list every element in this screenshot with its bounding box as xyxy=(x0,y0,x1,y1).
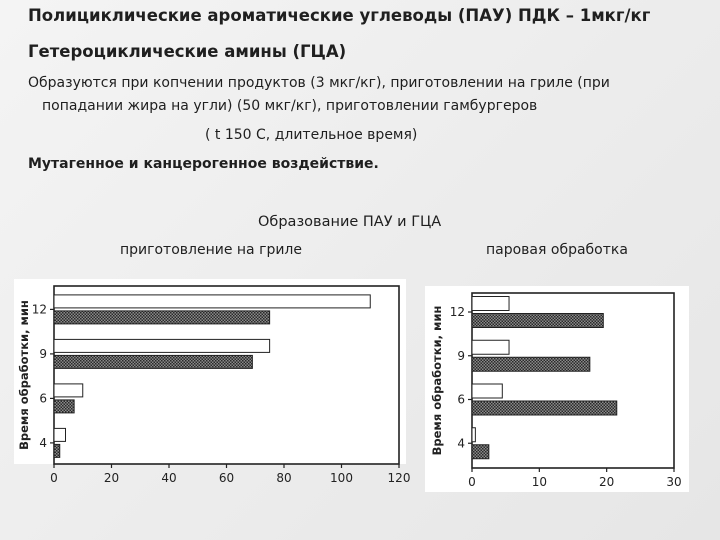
category-label: 9 xyxy=(457,348,465,363)
body-line-2: попадании жира на угли) (50 мкг/кг), приготовлении гамбургеров xyxy=(42,98,538,114)
x-tick-label: 80 xyxy=(276,471,292,485)
category-label: 12 xyxy=(449,305,465,319)
hatched-bar xyxy=(54,444,60,457)
body-line-1: Образуются при копчении продуктов (3 мкг/кг), приготовлении на гриле (при xyxy=(28,75,610,91)
y-axis-label: Время обработки, мин xyxy=(17,300,31,450)
x-tick-label: 120 xyxy=(387,471,411,485)
right-chart-caption: паровая обработка xyxy=(486,242,628,258)
x-tick-label: 0 xyxy=(468,475,476,489)
category-label: 6 xyxy=(39,391,47,406)
white-bar xyxy=(472,297,509,311)
category-label: 12 xyxy=(31,302,47,317)
hatched-bar xyxy=(54,311,270,324)
category-label: 4 xyxy=(457,436,465,451)
hatched-bar xyxy=(54,355,252,368)
heading-pah: Полициклические ароматические углеводы (ПАУ) ПДК – 1мкг/кг xyxy=(28,6,651,25)
category-label: 9 xyxy=(39,346,47,361)
body-line-effect: Мутагенное и канцерогенное воздействие. xyxy=(28,156,379,172)
hatched-bar xyxy=(472,357,590,371)
hatched-bar xyxy=(472,401,617,415)
x-tick-label: 100 xyxy=(330,471,353,485)
x-tick-label: 20 xyxy=(103,471,120,485)
white-bar xyxy=(54,428,66,441)
x-tick-label: 0 xyxy=(50,471,58,485)
x-tick-label: 40 xyxy=(161,471,177,485)
x-tick-label: 10 xyxy=(531,475,547,489)
category-label: 6 xyxy=(457,392,465,407)
white-bar xyxy=(472,340,509,354)
hatched-bar xyxy=(472,445,489,459)
white-bar xyxy=(54,339,270,352)
heading-hca: Гетероциклические амины (ГЦА) xyxy=(28,42,347,61)
x-tick-label: 20 xyxy=(599,475,615,489)
x-tick-label: 60 xyxy=(218,471,235,485)
figure-title: Образование ПАУ и ГЦА xyxy=(258,214,442,230)
steam-bar-chart xyxy=(425,286,689,492)
white-bar xyxy=(472,384,502,398)
hatched-bar xyxy=(472,314,603,328)
body-line-3: ( t 150 С, длительное время) xyxy=(205,127,418,143)
white-bar xyxy=(54,295,370,308)
grill-bar-chart xyxy=(14,279,411,497)
hatched-bar xyxy=(54,400,74,413)
white-bar xyxy=(54,384,83,397)
white-bar xyxy=(472,428,475,442)
x-tick-label: 30 xyxy=(666,475,682,489)
left-chart-caption: приготовление на гриле xyxy=(120,242,302,258)
category-label: 4 xyxy=(39,435,47,450)
y-axis-label: Время обработки, мин xyxy=(430,305,444,456)
